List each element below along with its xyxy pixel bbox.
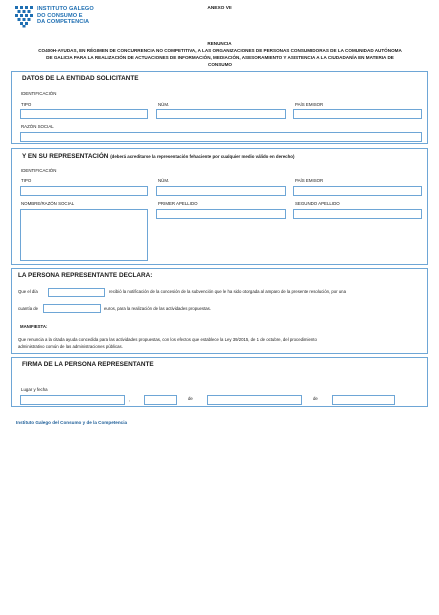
entity-section bbox=[11, 71, 428, 144]
declaration-section-title: LA PERSONA REPRESENTANTE DECLARA: bbox=[18, 272, 153, 279]
entity-number-field[interactable] bbox=[156, 109, 286, 119]
representative-surname1-field[interactable] bbox=[156, 209, 286, 219]
manifesto-line2: administrativo común de las administraciones públicas. bbox=[18, 344, 123, 349]
representative-issuer-label: PAÍS EMISOR bbox=[295, 178, 324, 183]
declaration-line1-text: recibió la notificación de la concesión de la subvención que le ha sido otorgada al amparo de la presente resolución, por una bbox=[109, 289, 346, 294]
entity-issuer-field[interactable] bbox=[293, 109, 422, 119]
entity-identification-label: IDENTIFICACIÓN bbox=[21, 91, 57, 96]
declaration-line2-text: euros, para la realización de las actividades propuestas. bbox=[104, 306, 212, 311]
entity-section-title: DATOS DE LA ENTIDAD SOLICITANTE bbox=[22, 75, 139, 82]
declaration-day-prefix: Que el día bbox=[18, 289, 38, 294]
manifesto-line1: Que renuncia a la citada ayuda concedida para las actividades propuestas, con los efectos que establece la Ley 39/2015, de 1 de octubre, del procedimiento bbox=[18, 337, 317, 342]
entity-type-field[interactable] bbox=[20, 109, 148, 119]
representative-surname2-field[interactable] bbox=[293, 209, 422, 219]
signature-section bbox=[11, 357, 428, 407]
document-title: RENUNCIA bbox=[207, 41, 232, 46]
signature-de-2: de bbox=[313, 396, 318, 401]
representative-section-title: Y EN SU REPRESENTACIÓN (deberá acreditarse la representación fehaciente por cualquier medio válido en derecho) bbox=[22, 153, 295, 160]
footer-org-name: Instituto Galego del Consumo y de la Competencia bbox=[16, 420, 128, 425]
representative-name-field[interactable] bbox=[20, 209, 148, 261]
representative-title-note: (deberá acreditarse la representación fehaciente por cualquier medio válido en derecho) bbox=[110, 154, 295, 159]
representative-issuer-field[interactable] bbox=[293, 186, 422, 196]
signature-day-field[interactable] bbox=[144, 395, 177, 405]
signature-section-title: FIRMA DE LA PERSONA REPRESENTANTE bbox=[22, 361, 154, 368]
org-name: INSTITUTO GALEGO DO CONSUMO E DA COMPETENCIA bbox=[37, 6, 94, 26]
representative-type-label: TIPO bbox=[21, 178, 32, 183]
entity-number-label: NÚM. bbox=[158, 102, 170, 107]
signature-place-field[interactable] bbox=[20, 395, 125, 405]
notification-date-field[interactable] bbox=[48, 288, 105, 297]
annex-number: ANEXO VII bbox=[207, 6, 232, 11]
signature-year-field[interactable] bbox=[332, 395, 395, 405]
representative-number-label: NÚM. bbox=[158, 178, 170, 183]
place-date-label: Lugar y fecha bbox=[21, 387, 48, 392]
entity-business-name-label: RAZÓN SOCIAL bbox=[21, 124, 54, 129]
procedure-subtitle: CO400H-AYUDAS, EN RÉGIMEN DE CONCURRENCIA NO COMPETITIVA, A LAS ORGANIZACIONES DE PERSONAS CONSUMIDORAS DE LA COMUNIDAD AUTÓNOMA DE GALICIA PARA LA REALIZACIÓN DE ACTUACIONES DE INFORMACIÓN, MEDIACIÓN, ASESORAMIENTO Y ASISTENCIA A LA CIUDADANÍA EN MATERIA DE CONSUMO bbox=[38, 48, 402, 68]
representative-surname2-label: SEGUNDO APELLIDO bbox=[295, 201, 340, 206]
declaration-amount-prefix: cuantía de bbox=[18, 306, 39, 311]
entity-type-label: TIPO bbox=[21, 102, 32, 107]
representative-surname1-label: PRIMER APELLIDO bbox=[158, 201, 198, 206]
entity-business-name-field[interactable] bbox=[20, 132, 422, 142]
representative-section bbox=[11, 148, 428, 265]
representative-number-field[interactable] bbox=[156, 186, 286, 196]
entity-issuer-label: PAÍS EMISOR bbox=[295, 102, 324, 107]
manifesto-label: MANIFIESTA: bbox=[20, 324, 48, 329]
signature-comma: , bbox=[129, 397, 131, 402]
representative-name-label: NOMBRE/RAZÓN SOCIAL bbox=[21, 201, 75, 206]
signature-month-field[interactable] bbox=[207, 395, 302, 405]
signature-de-1: de bbox=[188, 396, 193, 401]
representative-type-field[interactable] bbox=[20, 186, 148, 196]
declaration-section bbox=[11, 268, 428, 354]
grant-amount-field[interactable] bbox=[43, 304, 101, 313]
representative-identification-label: IDENTIFICACIÓN bbox=[21, 168, 57, 173]
